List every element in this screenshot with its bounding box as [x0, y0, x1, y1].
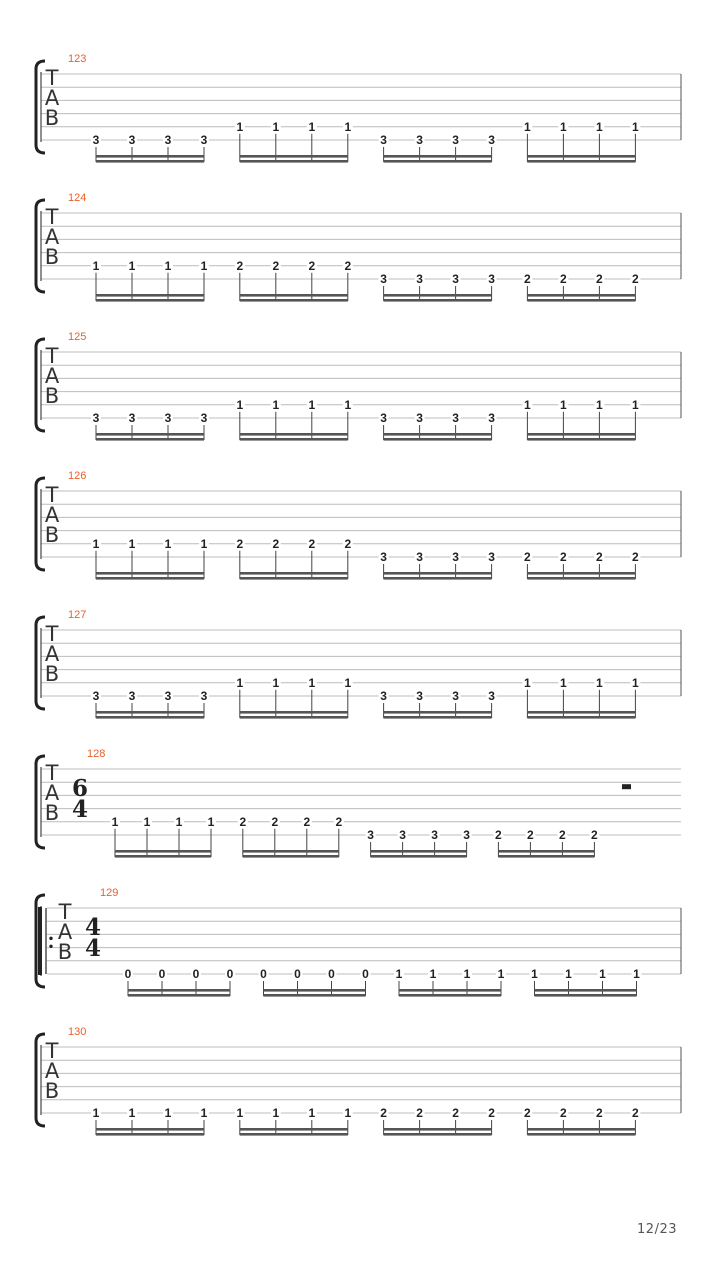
fret-number: 3 — [164, 133, 172, 147]
tab-system — [36, 1026, 681, 1136]
fret-number: 3 — [164, 411, 172, 425]
fret-number: 3 — [128, 689, 136, 703]
tab-system — [36, 887, 681, 997]
note-beam — [384, 1128, 492, 1131]
measure-number: 127 — [68, 609, 87, 621]
tab-clef-letter: A — [44, 503, 60, 527]
note-beam — [96, 1133, 204, 1136]
fret-number: 2 — [308, 536, 316, 551]
tab-clef-letter: A — [44, 86, 60, 110]
fret-number: 2 — [271, 814, 279, 829]
tab-system — [36, 609, 681, 719]
fret-number: 1 — [272, 1106, 280, 1120]
measure-number: 129 — [100, 887, 119, 899]
measure-number: 124 — [68, 192, 87, 204]
time-signature-digit: 4 — [71, 796, 89, 823]
measure-number: 130 — [68, 1026, 87, 1038]
note-beam — [535, 989, 637, 992]
note-beam — [240, 155, 348, 158]
note-beam — [527, 155, 635, 158]
fret-number: 2 — [344, 258, 352, 273]
tab-clef-letter: T — [45, 483, 59, 507]
half-rest — [622, 784, 631, 789]
fret-number: 3 — [452, 133, 459, 147]
fret-number: 1 — [560, 397, 567, 412]
fret-number: 2 — [272, 536, 280, 551]
fret-number: 2 — [416, 1106, 423, 1120]
fret-number: 0 — [362, 967, 369, 981]
tab-clef-letter: B — [44, 801, 60, 825]
fret-number: 1 — [128, 536, 136, 551]
note-beam — [96, 577, 204, 580]
fret-number: 3 — [200, 411, 208, 425]
fret-number: 1 — [596, 397, 603, 412]
fret-number: 3 — [200, 133, 208, 147]
note-beam — [384, 438, 492, 441]
fret-number: 3 — [380, 133, 387, 147]
note-beam — [128, 994, 230, 997]
note-beam — [96, 716, 204, 719]
note-beam — [264, 989, 366, 992]
fret-number: 1 — [344, 119, 352, 134]
tab-clef-letter: T — [45, 622, 59, 646]
tab-clef-letter: T — [45, 205, 59, 229]
fret-number: 2 — [236, 536, 244, 551]
note-beam — [240, 1133, 348, 1136]
note-beam — [240, 294, 348, 297]
note-beam — [527, 716, 635, 719]
fret-number: 1 — [92, 536, 100, 551]
fret-number: 1 — [633, 967, 640, 981]
note-beam — [96, 572, 204, 575]
note-beam — [527, 294, 635, 297]
tab-clef-letter: B — [44, 523, 60, 547]
note-beam — [399, 989, 501, 992]
note-beam — [115, 855, 211, 858]
fret-number: 0 — [294, 967, 301, 981]
note-beam — [399, 994, 501, 997]
tab-clef-letter: A — [44, 225, 60, 249]
fret-number: 3 — [488, 550, 495, 564]
fret-number: 3 — [380, 550, 387, 564]
fret-number: 1 — [200, 258, 208, 273]
note-beam — [384, 716, 492, 719]
fret-number: 2 — [560, 272, 567, 286]
tab-clef-letter: B — [44, 1079, 60, 1103]
note-beam — [243, 855, 339, 858]
fret-number: 3 — [452, 550, 459, 564]
fret-number: 2 — [524, 1106, 531, 1120]
fret-number: 3 — [380, 689, 387, 703]
note-beam — [384, 572, 492, 575]
note-beam — [527, 438, 635, 441]
note-beam — [527, 572, 635, 575]
note-beam — [96, 160, 204, 163]
tab-clef-letter: B — [44, 662, 60, 686]
fret-number: 3 — [416, 411, 423, 425]
fret-number: 1 — [164, 258, 172, 273]
note-beam — [527, 433, 635, 436]
note-beam — [240, 716, 348, 719]
measure-number: 126 — [68, 470, 87, 482]
tab-system — [36, 748, 681, 858]
time-signature-digit: 4 — [84, 935, 102, 962]
note-beam — [240, 299, 348, 302]
note-beam — [96, 433, 204, 436]
note-beam — [240, 577, 348, 580]
fret-number: 3 — [431, 828, 438, 842]
fret-number: 1 — [560, 675, 567, 690]
note-beam — [527, 1133, 635, 1136]
tab-clef-letter: B — [44, 384, 60, 408]
note-beam — [96, 155, 204, 158]
note-beam — [384, 711, 492, 714]
fret-number: 2 — [272, 258, 280, 273]
fret-number: 3 — [200, 689, 208, 703]
fret-number: 2 — [591, 828, 598, 842]
time-signature-digit: 4 — [84, 914, 102, 941]
fret-number: 1 — [272, 119, 280, 134]
note-beam — [115, 850, 211, 853]
fret-number: 1 — [596, 675, 603, 690]
page-number: 12/23 — [637, 1222, 677, 1237]
fret-number: 3 — [92, 411, 100, 425]
fret-number: 2 — [344, 536, 352, 551]
fret-number: 3 — [488, 689, 495, 703]
note-beam — [96, 438, 204, 441]
fret-number: 1 — [560, 119, 567, 134]
fret-number: 1 — [524, 675, 531, 690]
tab-system — [36, 192, 681, 302]
tab-clef-letter: A — [44, 642, 60, 666]
fret-number: 2 — [239, 814, 247, 829]
fret-number: 1 — [599, 967, 606, 981]
fret-number: 1 — [175, 814, 183, 829]
fret-number: 1 — [632, 119, 639, 134]
fret-number: 2 — [560, 550, 567, 564]
fret-number: 3 — [380, 272, 387, 286]
fret-number: 2 — [596, 550, 603, 564]
tab-clef-letter: B — [57, 940, 73, 964]
tab-clef-letter: T — [45, 66, 59, 90]
repeat-thick-bar — [38, 907, 42, 975]
fret-number: 3 — [399, 828, 406, 842]
note-beam — [384, 160, 492, 163]
fret-number: 3 — [416, 550, 423, 564]
fret-number: 3 — [367, 828, 374, 842]
measure-number: 123 — [68, 53, 87, 65]
fret-number: 3 — [452, 411, 459, 425]
note-beam — [240, 711, 348, 714]
fret-number: 1 — [344, 675, 352, 690]
fret-number: 1 — [632, 397, 639, 412]
time-signature-digit: 6 — [71, 775, 89, 802]
note-beam — [527, 577, 635, 580]
fret-number: 3 — [452, 272, 459, 286]
fret-number: 2 — [524, 272, 531, 286]
tab-clef-letter: T — [58, 900, 72, 924]
note-beam — [527, 711, 635, 714]
note-beam — [498, 855, 594, 858]
fret-number: 1 — [92, 1106, 100, 1120]
fret-number: 1 — [463, 967, 471, 981]
fret-number: 2 — [527, 828, 534, 842]
fret-number: 2 — [559, 828, 566, 842]
fret-number: 1 — [236, 119, 244, 134]
fret-number: 2 — [335, 814, 343, 829]
tab-clef-letter: A — [44, 781, 60, 805]
fret-number: 1 — [128, 1106, 136, 1120]
measure-number: 128 — [87, 748, 106, 760]
tab-clef-letter: B — [44, 106, 60, 130]
fret-number: 3 — [92, 133, 100, 147]
tab-clef-letter: B — [44, 245, 60, 269]
fret-number: 0 — [328, 967, 335, 981]
fret-number: 1 — [632, 675, 639, 690]
fret-number: 0 — [158, 967, 166, 981]
fret-number: 3 — [452, 689, 459, 703]
fret-number: 3 — [463, 828, 470, 842]
fret-number: 1 — [596, 119, 603, 134]
note-beam — [243, 850, 339, 853]
note-beam — [527, 1128, 635, 1131]
note-beam — [96, 299, 204, 302]
note-beam — [371, 855, 467, 858]
fret-number: 2 — [488, 1106, 495, 1120]
fret-number: 2 — [495, 828, 502, 842]
tab-system — [36, 53, 681, 163]
fret-number: 2 — [632, 550, 639, 564]
fret-number: 3 — [128, 133, 136, 147]
note-beam — [96, 294, 204, 297]
fret-number: 1 — [236, 675, 244, 690]
note-beam — [527, 160, 635, 163]
note-beam — [384, 1133, 492, 1136]
fret-number: 3 — [416, 272, 423, 286]
note-beam — [128, 989, 230, 992]
note-beam — [240, 572, 348, 575]
tab-system — [36, 470, 681, 580]
fret-number: 2 — [524, 550, 531, 564]
fret-number: 1 — [128, 258, 136, 273]
tab-clef-letter: T — [45, 1039, 59, 1063]
fret-number: 1 — [565, 967, 572, 981]
note-beam — [96, 1128, 204, 1131]
fret-number: 1 — [200, 536, 208, 551]
note-beam — [535, 994, 637, 997]
fret-number: 1 — [308, 1106, 316, 1120]
note-beam — [384, 155, 492, 158]
note-beam — [240, 160, 348, 163]
fret-number: 3 — [380, 411, 387, 425]
fret-number: 1 — [92, 258, 100, 273]
fret-number: 3 — [128, 411, 136, 425]
fret-number: 1 — [111, 814, 119, 829]
fret-number: 0 — [226, 967, 234, 981]
note-beam — [384, 299, 492, 302]
fret-number: 0 — [192, 967, 200, 981]
tab-clef-letter: T — [45, 761, 59, 785]
fret-number: 3 — [488, 411, 495, 425]
note-beam — [240, 438, 348, 441]
fret-number: 0 — [260, 967, 267, 981]
note-beam — [498, 850, 594, 853]
repeat-dot — [49, 937, 52, 940]
fret-number: 2 — [380, 1106, 387, 1120]
fret-number: 1 — [143, 814, 151, 829]
note-beam — [527, 299, 635, 302]
fret-number: 3 — [416, 689, 423, 703]
fret-number: 1 — [429, 967, 437, 981]
fret-number: 1 — [236, 1106, 244, 1120]
fret-number: 2 — [596, 1106, 603, 1120]
note-beam — [264, 994, 366, 997]
fret-number: 2 — [236, 258, 244, 273]
fret-number: 2 — [308, 258, 316, 273]
fret-number: 1 — [236, 397, 244, 412]
note-beam — [240, 433, 348, 436]
fret-number: 2 — [452, 1106, 459, 1120]
fret-number: 2 — [596, 272, 603, 286]
fret-number: 1 — [207, 814, 215, 829]
repeat-dot — [49, 945, 52, 948]
note-beam — [384, 294, 492, 297]
fret-number: 1 — [308, 119, 316, 134]
note-beam — [384, 433, 492, 436]
fret-number: 3 — [92, 689, 100, 703]
fret-number: 1 — [164, 536, 172, 551]
fret-number: 1 — [344, 397, 352, 412]
fret-number: 3 — [164, 689, 172, 703]
fret-number: 3 — [488, 133, 495, 147]
tab-clef-letter: A — [57, 920, 73, 944]
note-beam — [96, 711, 204, 714]
fret-number: 1 — [531, 967, 538, 981]
note-beam — [240, 1128, 348, 1131]
tab-clef-letter: A — [44, 364, 60, 388]
fret-number: 2 — [560, 1106, 567, 1120]
fret-number: 3 — [416, 133, 423, 147]
fret-number: 2 — [632, 272, 639, 286]
fret-number: 1 — [524, 397, 531, 412]
measure-number: 125 — [68, 331, 87, 343]
fret-number: 1 — [272, 675, 280, 690]
fret-number: 1 — [395, 967, 403, 981]
fret-number: 1 — [164, 1106, 172, 1120]
fret-number: 1 — [308, 675, 316, 690]
fret-number: 1 — [497, 967, 505, 981]
fret-number: 3 — [488, 272, 495, 286]
fret-number: 0 — [124, 967, 132, 981]
fret-number: 1 — [344, 1106, 352, 1120]
note-beam — [371, 850, 467, 853]
note-beam — [384, 577, 492, 580]
fret-number: 2 — [303, 814, 311, 829]
tab-system — [36, 331, 681, 441]
fret-number: 1 — [308, 397, 316, 412]
tab-clef-letter: A — [44, 1059, 60, 1083]
fret-number: 1 — [272, 397, 280, 412]
tab-clef-letter: T — [45, 344, 59, 368]
fret-number: 1 — [200, 1106, 208, 1120]
fret-number: 1 — [524, 119, 531, 134]
fret-number: 2 — [632, 1106, 639, 1120]
